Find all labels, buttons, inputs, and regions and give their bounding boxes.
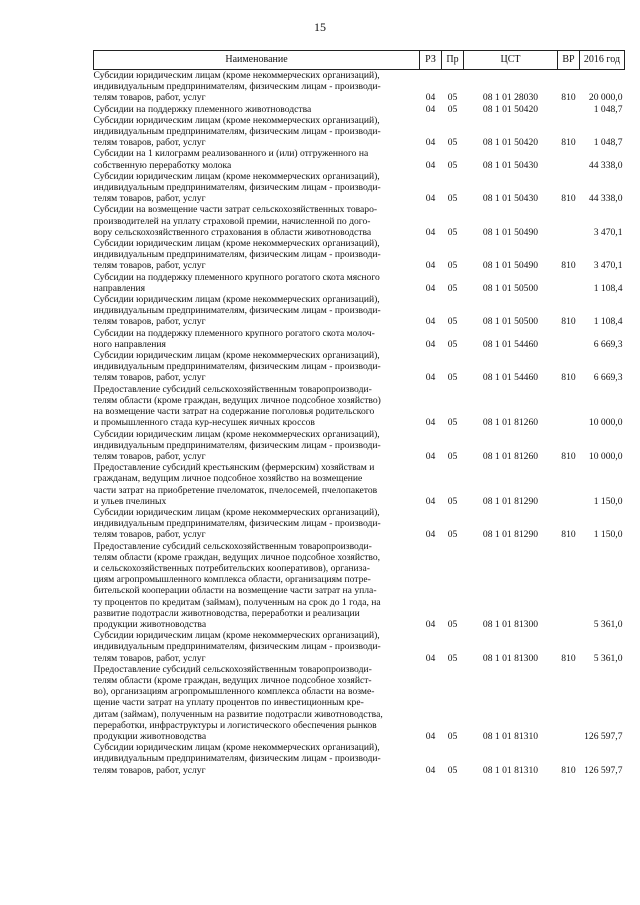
row-name-line: Субсидии юридическим лицам (кроме некоммерческих организаций), xyxy=(93,70,380,81)
row-pr: 05 xyxy=(447,159,458,171)
row-vr xyxy=(558,104,580,115)
row-cst: 08 1 01 81260 xyxy=(482,450,539,462)
row-name-line: и сельскохозяйственных потребительских кооперативов), организа- xyxy=(93,562,370,574)
row-name-line: производителей на уплату страховой премии, начисленной по дого- xyxy=(93,215,371,227)
row-vr xyxy=(558,384,580,429)
row-name-line: Предоставление субсидий сельскохозяйственным товаропроизводи- xyxy=(93,383,372,395)
row-name-line: индивидуальным предпринимателям, физическим лицам - производи- xyxy=(93,81,381,93)
row-name-line: на возмещение части затрат на содержание поголовья родительского xyxy=(93,406,375,418)
row-name-line: дитам (займам), полученным на развитие подотрасли животноводства, xyxy=(93,708,383,720)
row-cst: 08 1 01 81290 xyxy=(482,495,539,507)
row-pr: 05 xyxy=(447,92,458,104)
table-row xyxy=(94,462,625,507)
row-rz: 04 xyxy=(425,226,436,238)
row-sum: 126 597,7 xyxy=(584,730,623,742)
row-cst: 08 1 01 81260 xyxy=(482,417,539,429)
row-name-line: Предоставление субсидий сельскохозяйственным товаропроизводи- xyxy=(93,540,372,552)
row-name-line: телям области (кроме граждан, ведущих личное подсобное хозяйст- xyxy=(93,674,372,686)
header-rz: РЗ xyxy=(420,51,442,70)
header-year: 2016 год xyxy=(580,51,625,70)
row-name-line: Предоставление субсидий сельскохозяйственным товаропроизводи- xyxy=(93,663,372,675)
row-name-line: индивидуальным предпринимателям, физическим лицам - производи- xyxy=(93,753,381,765)
row-vr: 810 xyxy=(561,529,576,541)
row-pr: 05 xyxy=(447,730,458,742)
row-rz: 04 xyxy=(425,495,436,507)
header-cst: ЦСТ xyxy=(464,51,558,70)
row-sum: 1 048,7 xyxy=(593,137,623,149)
row-name xyxy=(94,664,420,742)
row-sum: 1 108,4 xyxy=(593,282,623,294)
row-name xyxy=(94,238,420,272)
table-header-row xyxy=(94,51,625,70)
row-sum: 3 470,1 xyxy=(593,260,623,272)
row-pr: 05 xyxy=(447,260,458,272)
row-name-line: щение части затрат на уплату процентов по инвестиционным кре- xyxy=(93,697,364,709)
row-name-line: телям товаров, работ, услуг xyxy=(93,529,206,541)
row-cst: 08 1 01 81310 xyxy=(482,730,539,742)
row-rz: 04 xyxy=(425,618,436,630)
row-name xyxy=(94,70,420,104)
row-name-line: и ульев пчелиных xyxy=(93,495,167,507)
row-name xyxy=(94,630,420,664)
table-row xyxy=(94,384,625,429)
row-rz: 04 xyxy=(425,193,436,205)
page-number: 15 xyxy=(314,20,326,34)
row-name xyxy=(94,104,420,115)
row-name xyxy=(94,462,420,507)
row-name-line: телям товаров, работ, услуг xyxy=(93,372,206,384)
table-row xyxy=(94,272,625,294)
row-pr: 05 xyxy=(447,618,458,630)
row-name-line: гражданам, ведущим личное подсобное хозяйство на возмещение xyxy=(93,473,363,485)
row-cst: 08 1 01 50490 xyxy=(482,260,539,272)
row-name-line: собственную переработку молока xyxy=(93,159,232,171)
row-name xyxy=(94,272,420,294)
row-sum: 10 000,0 xyxy=(588,417,623,429)
row-name-line: циям агропромышленного комплекса области, организациям потре- xyxy=(93,574,371,586)
row-name-line: Субсидии юридическим лицам (кроме некоммерческих организаций), xyxy=(93,506,380,518)
table-row xyxy=(94,70,625,104)
row-vr: 810 xyxy=(561,764,576,776)
row-vr: 810 xyxy=(561,92,576,104)
row-name xyxy=(94,541,420,631)
row-name xyxy=(94,742,420,776)
row-vr xyxy=(558,204,580,238)
row-name-line: во), организациям агропромышленного комплекса области на возме- xyxy=(93,686,375,698)
row-name-line: телям товаров, работ, услуг xyxy=(93,316,206,328)
row-cst: 08 1 01 50500 xyxy=(482,282,539,294)
row-name-line: Субсидии юридическим лицам (кроме некоммерческих организаций), xyxy=(93,238,380,250)
table-row xyxy=(94,664,625,742)
row-pr: 05 xyxy=(447,652,458,664)
table-row xyxy=(94,541,625,631)
row-pr: 05 xyxy=(447,316,458,328)
row-name-line: индивидуальным предпринимателям, физическим лицам - производи- xyxy=(93,641,381,653)
row-cst: 08 1 01 81290 xyxy=(482,529,539,541)
row-name-line: Субсидии на 1 килограмм реализованного и (или) отгруженного на xyxy=(93,148,369,160)
row-rz: 04 xyxy=(425,450,436,462)
row-vr: 810 xyxy=(561,316,576,328)
row-name-line: переработки, инфраструктуры и логистического обеспечения рынков xyxy=(93,719,377,731)
row-name-line: телям области (кроме граждан, ведущих личное подсобное хозяйство) xyxy=(93,394,381,406)
row-cst: 08 1 01 81300 xyxy=(482,618,539,630)
row-sum: 5 361,0 xyxy=(593,652,623,664)
row-rz: 04 xyxy=(425,316,436,328)
row-vr: 810 xyxy=(561,260,576,272)
row-vr xyxy=(558,462,580,507)
row-cst: 08 1 01 50430 xyxy=(482,159,539,171)
row-pr: 05 xyxy=(447,372,458,384)
table-row xyxy=(94,204,625,238)
row-name xyxy=(94,507,420,541)
row-name-line: продукции животноводства xyxy=(93,618,207,630)
row-pr: 05 xyxy=(447,338,458,350)
row-name-line: продукции животноводства xyxy=(93,730,207,742)
row-name-line: Субсидии юридическим лицам (кроме некоммерческих организаций), xyxy=(93,170,380,182)
row-pr: 05 xyxy=(447,282,458,294)
row-rz: 04 xyxy=(425,159,436,171)
row-name xyxy=(94,384,420,429)
row-name-line: Субсидии на поддержку племенного крупного рогатого скота мясного xyxy=(93,271,380,283)
row-vr xyxy=(558,272,580,294)
row-rz: 04 xyxy=(425,652,436,664)
row-name-line: телям товаров, работ, услуг xyxy=(93,137,206,149)
row-name-line: индивидуальным предпринимателям, физическим лицам - производи- xyxy=(93,518,381,530)
row-name-line: и промышленного стада кур-несушек яичных кроссов xyxy=(93,417,315,429)
row-rz: 04 xyxy=(425,103,436,115)
row-name-line: Субсидии на возмещение части затрат сельскохозяйственных товаро- xyxy=(93,204,378,216)
row-sum: 6 669,3 xyxy=(593,372,623,384)
row-rz: 04 xyxy=(425,260,436,272)
row-name-line: индивидуальным предпринимателям, физическим лицам - производи- xyxy=(93,126,381,138)
table-row xyxy=(94,328,625,350)
row-cst: 08 1 01 54460 xyxy=(482,338,539,350)
table-row xyxy=(94,238,625,272)
row-vr xyxy=(558,541,580,631)
row-name-line: Субсидии на поддержку племенного крупного рогатого скота молоч- xyxy=(93,327,375,339)
row-sum: 126 597,7 xyxy=(584,764,623,776)
row-rz: 04 xyxy=(425,417,436,429)
row-name-line: Субсидии юридическим лицам (кроме некоммерческих организаций), xyxy=(93,742,380,754)
row-rz: 04 xyxy=(425,730,436,742)
header-vr: ВР xyxy=(558,51,580,70)
row-rz: 04 xyxy=(425,137,436,149)
row-name xyxy=(94,204,420,238)
row-cst: 08 1 01 81310 xyxy=(482,764,539,776)
row-name-line: телям товаров, работ, услуг xyxy=(93,92,206,104)
row-pr: 05 xyxy=(447,529,458,541)
row-cst: 08 1 01 50420 xyxy=(482,103,539,115)
row-rz: 04 xyxy=(425,282,436,294)
row-sum: 1 150,0 xyxy=(593,529,623,541)
row-sum: 44 338,0 xyxy=(588,159,623,171)
row-name-line: телям товаров, работ, услуг xyxy=(93,652,206,664)
table-row xyxy=(94,115,625,149)
row-cst: 08 1 01 50490 xyxy=(482,226,539,238)
row-cst: 08 1 01 81300 xyxy=(482,652,539,664)
budget-table xyxy=(93,50,625,776)
row-cst: 08 1 01 54460 xyxy=(482,372,539,384)
row-name-line: бительской кооперации области на возмещение части затрат на упла- xyxy=(93,585,377,597)
row-pr: 05 xyxy=(447,417,458,429)
header-pr: Пр xyxy=(442,51,464,70)
row-vr xyxy=(558,148,580,170)
row-sum: 20 000,0 xyxy=(588,92,623,104)
row-pr: 05 xyxy=(447,193,458,205)
row-name-line: индивидуальным предпринимателям, физическим лицам - производи- xyxy=(93,182,381,194)
table-row xyxy=(94,507,625,541)
row-vr: 810 xyxy=(561,137,576,149)
row-name-line: индивидуальным предпринимателям, физическим лицам - производи- xyxy=(93,361,381,373)
table-row xyxy=(94,742,625,776)
row-rz: 04 xyxy=(425,529,436,541)
header-name: Наименование xyxy=(94,51,420,70)
row-name-line: развитие подотрасли животноводства, переработки и реализации xyxy=(93,607,360,619)
row-name-line: Субсидии юридическим лицам (кроме некоммерческих организаций), xyxy=(93,428,380,440)
table-row xyxy=(94,294,625,328)
row-name xyxy=(94,429,420,463)
row-pr: 05 xyxy=(447,450,458,462)
row-sum: 1 150,0 xyxy=(593,495,623,507)
row-name xyxy=(94,350,420,384)
row-name-line: Субсидии юридическим лицам (кроме некоммерческих организаций), xyxy=(93,630,380,642)
row-cst: 08 1 01 28030 xyxy=(482,92,539,104)
row-name-line: индивидуальным предпринимателям, физическим лицам - производи- xyxy=(93,439,381,451)
row-rz: 04 xyxy=(425,92,436,104)
row-name-line: Субсидии юридическим лицам (кроме некоммерческих организаций), xyxy=(93,114,380,126)
row-vr xyxy=(558,328,580,350)
table-row xyxy=(94,350,625,384)
table-row xyxy=(94,104,625,115)
row-name-line: вору сельскохозяйственного страхования в области животноводства xyxy=(93,226,372,238)
table-row xyxy=(94,148,625,170)
row-vr: 810 xyxy=(561,652,576,664)
row-pr: 05 xyxy=(447,103,458,115)
row-vr: 810 xyxy=(561,450,576,462)
table-row xyxy=(94,630,625,664)
row-name xyxy=(94,171,420,205)
row-sum: 10 000,0 xyxy=(588,450,623,462)
row-sum: 1 048,7 xyxy=(593,103,623,115)
row-pr: 05 xyxy=(447,226,458,238)
row-sum: 3 470,1 xyxy=(593,226,623,238)
row-pr: 05 xyxy=(447,495,458,507)
row-name-line: индивидуальным предпринимателям, физическим лицам - производи- xyxy=(93,249,381,261)
row-name-line: телям товаров, работ, услуг xyxy=(93,260,206,272)
row-vr xyxy=(558,664,580,742)
row-sum: 6 669,3 xyxy=(593,338,623,350)
row-name-line: телям товаров, работ, услуг xyxy=(93,193,206,205)
row-name-line: ного направления xyxy=(93,338,166,350)
row-cst: 08 1 01 50500 xyxy=(482,316,539,328)
row-rz: 04 xyxy=(425,338,436,350)
row-name-line: направления xyxy=(93,282,146,294)
row-pr: 05 xyxy=(447,137,458,149)
row-name-line: Субсидии юридическим лицам (кроме некоммерческих организаций), xyxy=(93,294,380,306)
row-name xyxy=(94,294,420,328)
row-name xyxy=(94,148,420,170)
table-row xyxy=(94,171,625,205)
row-pr: 05 xyxy=(447,764,458,776)
row-vr: 810 xyxy=(561,372,576,384)
row-rz: 04 xyxy=(425,372,436,384)
row-name xyxy=(94,115,420,149)
row-name-line: телям товаров, работ, услуг xyxy=(93,450,206,462)
row-cst: 08 1 01 50420 xyxy=(482,137,539,149)
row-sum: 1 108,4 xyxy=(593,316,623,328)
row-name-line: Субсидии на поддержку племенного животноводства xyxy=(93,103,312,115)
row-cst: 08 1 01 50430 xyxy=(482,193,539,205)
row-name xyxy=(94,328,420,350)
row-rz: 04 xyxy=(425,764,436,776)
row-name-line: индивидуальным предпринимателям, физическим лицам - производи- xyxy=(93,305,381,317)
row-name-line: части затрат на приобретение пчеломаток, пчелосемей, пчелопакетов xyxy=(93,484,378,496)
row-sum: 44 338,0 xyxy=(588,193,623,205)
row-name-line: телям товаров, работ, услуг xyxy=(93,764,206,776)
row-sum: 5 361,0 xyxy=(593,618,623,630)
row-name-line: Предоставление субсидий крестьянским (фермерским) хозяйствам и xyxy=(93,462,375,474)
table-row xyxy=(94,429,625,463)
row-name-line: Субсидии юридическим лицам (кроме некоммерческих организаций), xyxy=(93,350,380,362)
table-body xyxy=(94,70,625,776)
row-name-line: ту процентов по кредитам (займам), полученным на срок до 1 года, на xyxy=(93,596,381,608)
row-vr: 810 xyxy=(561,193,576,205)
row-name-line: телям области (кроме граждан, ведущих личное подсобное хозяйство, xyxy=(93,551,381,563)
